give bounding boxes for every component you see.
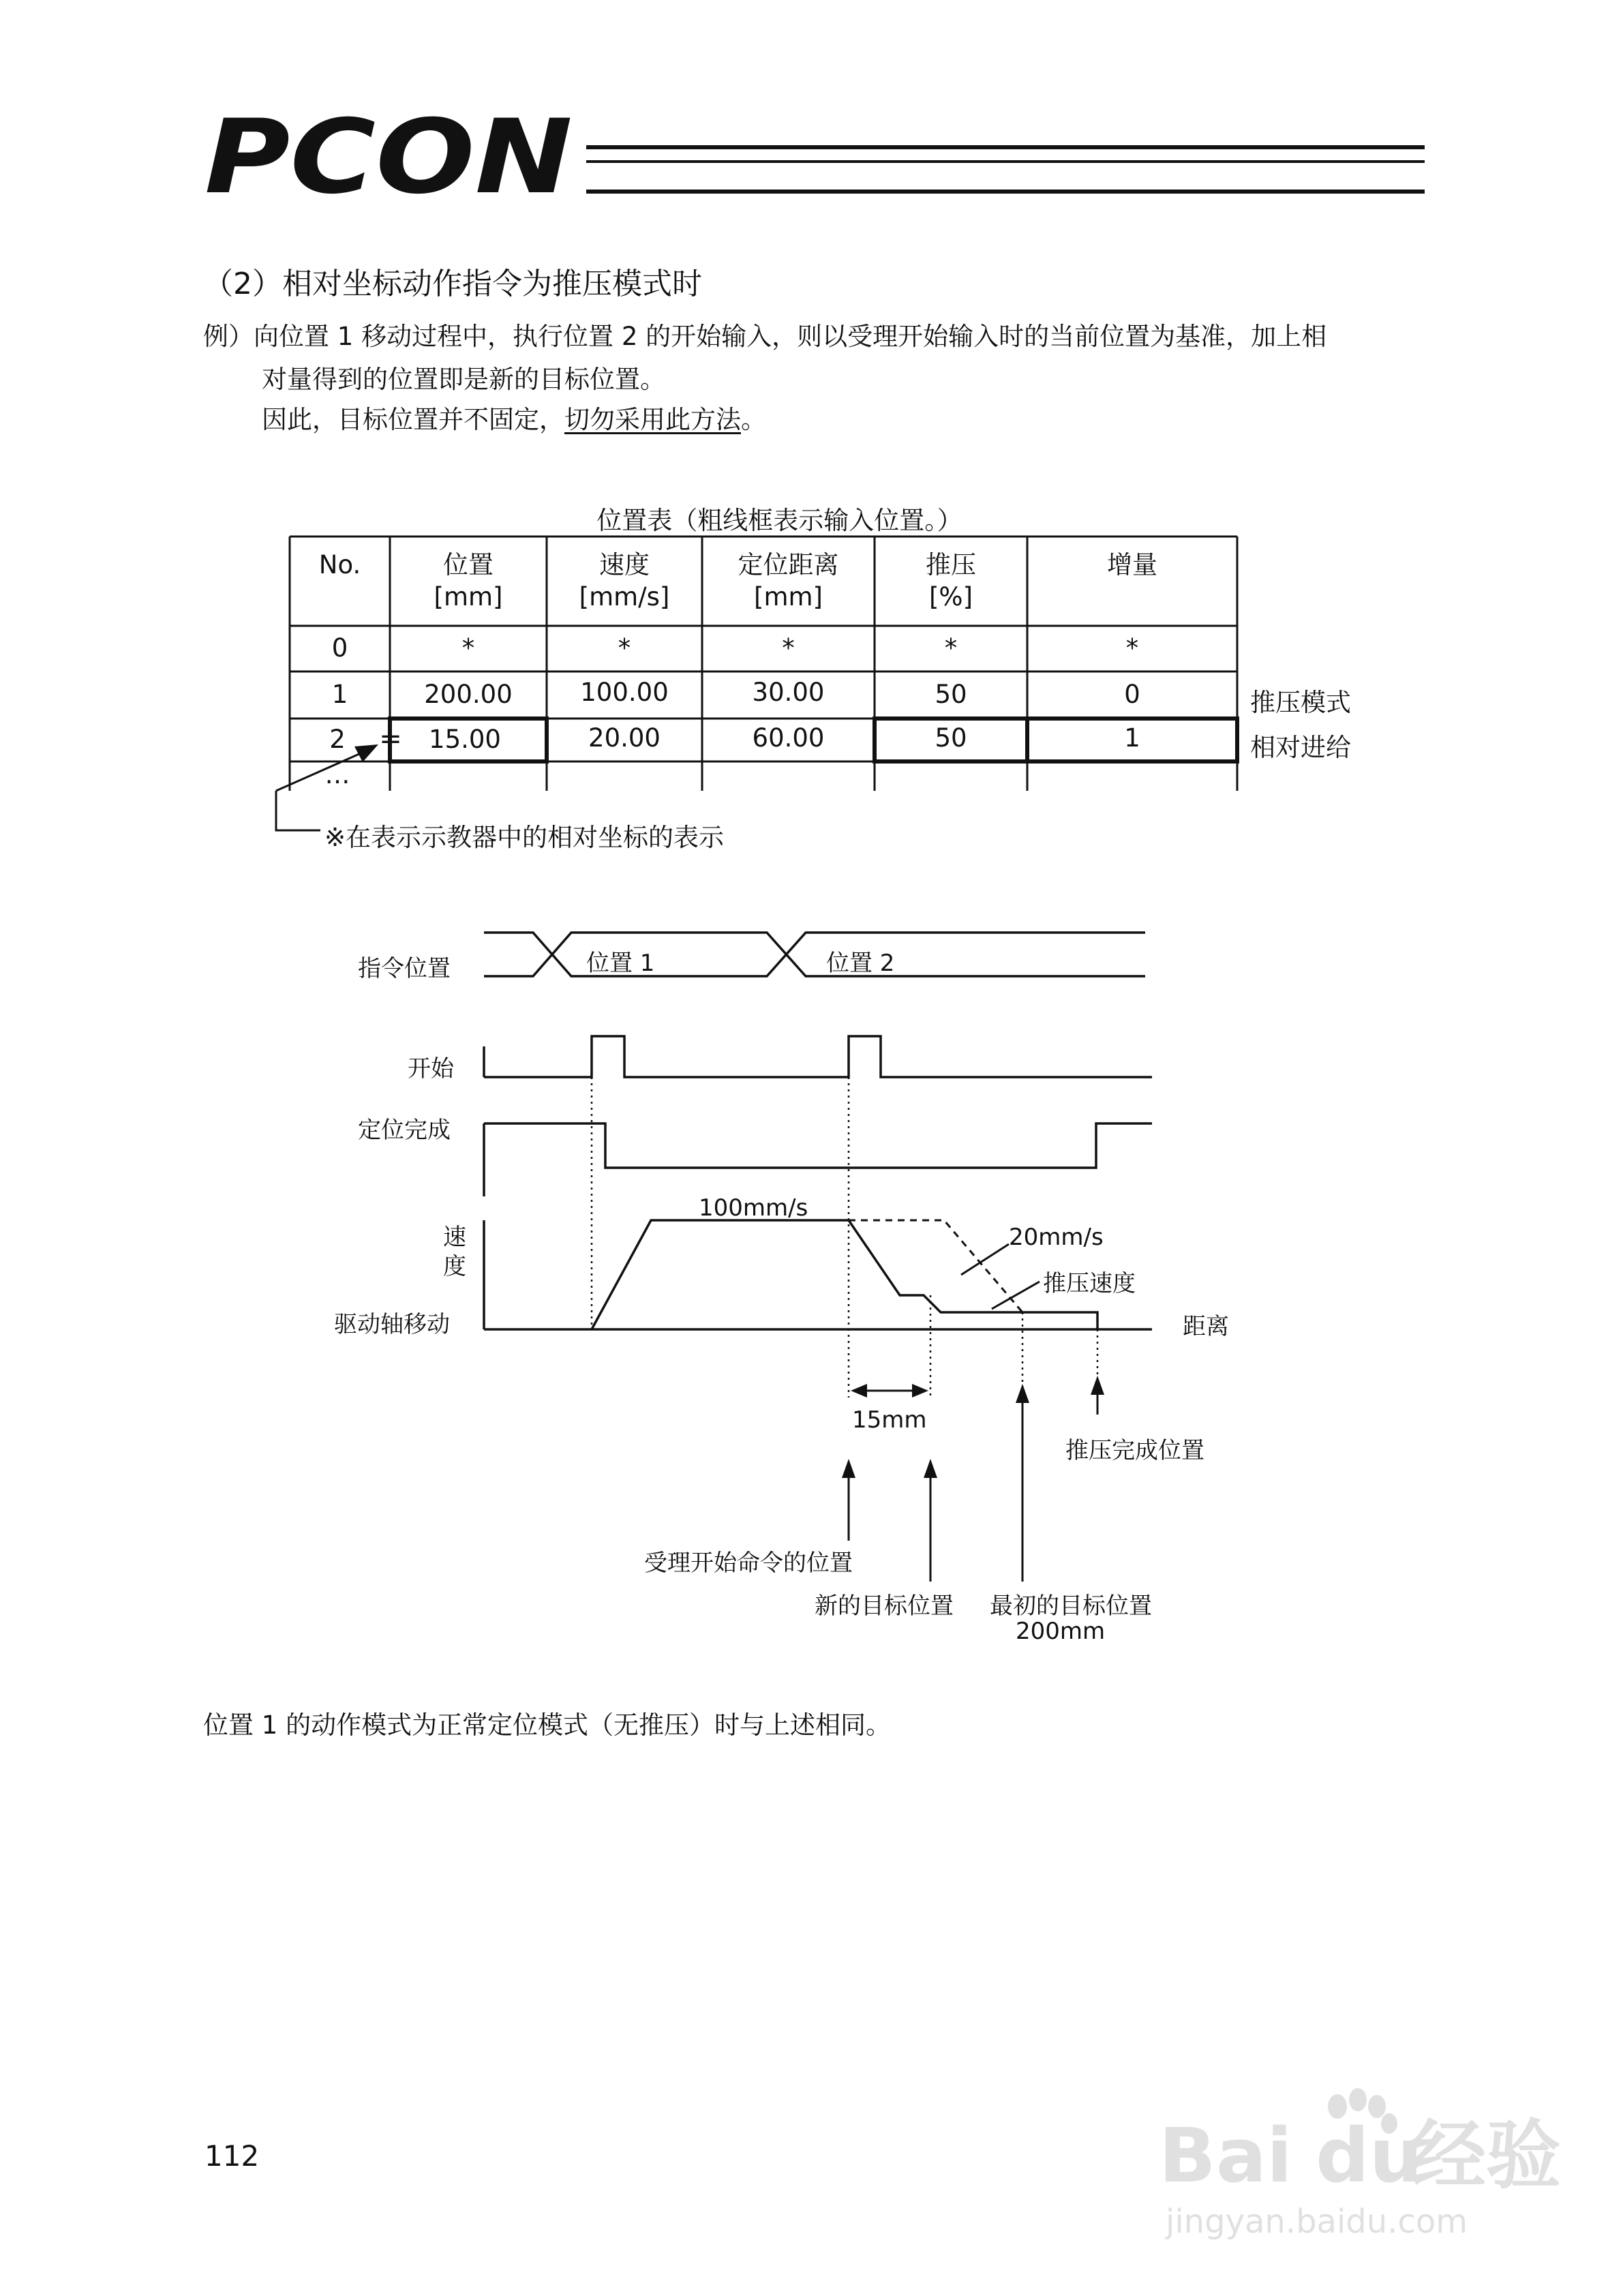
label-15mm: 15mm <box>852 1406 927 1434</box>
example-line-3-suffix: 。 <box>741 405 766 434</box>
example-line-2: 对量得到的位置即是新的目标位置。 <box>262 365 665 394</box>
watermark-url: jingyan.baidu.com <box>1166 2203 1468 2241</box>
row-2-speed: 20.00 <box>588 723 661 753</box>
page-number: 112 <box>204 2139 260 2173</box>
baidu-watermark <box>1159 2086 1561 2250</box>
command-position-bottom <box>484 933 1145 976</box>
row-2-distance: 60.00 <box>752 723 825 753</box>
label-position-1: 位置 1 <box>586 950 655 977</box>
label-push-complete-position: 推压完成位置 <box>1065 1437 1204 1464</box>
label-accept-start-position: 受理开始命令的位置 <box>644 1550 853 1577</box>
label-initial-target-value: 200mm <box>1016 1618 1106 1645</box>
col-header-distance: 定位距离 <box>738 550 839 579</box>
row-0-position: * <box>461 633 475 663</box>
row-1-position: 200.00 <box>424 680 513 709</box>
label-positioning-complete: 定位完成 <box>358 1117 451 1144</box>
label-command-position: 指令位置 <box>358 955 451 982</box>
col-header-position: 位置 <box>443 550 494 579</box>
label-new-target-position: 新的目标位置 <box>815 1592 954 1620</box>
label-speed-100: 100mm/s <box>699 1194 808 1222</box>
col-header-speed: 速度 <box>599 550 650 579</box>
col-header-increment: 增量 <box>1107 550 1157 579</box>
row-2-no: 2 <box>329 725 346 754</box>
row-0-distance: * <box>782 633 795 663</box>
row-1-distance: 30.00 <box>752 678 825 707</box>
command-position-top <box>484 933 1145 976</box>
row-2-increment: 1 <box>1124 723 1140 753</box>
positioning-complete-signal <box>484 1123 1152 1168</box>
row-0-increment: * <box>1125 633 1139 663</box>
table-caption: 位置表（粗线框表示输入位置。） <box>596 506 962 535</box>
section-title: （2）相对坐标动作指令为推压模式时 <box>203 267 702 301</box>
label-speed-20: 20mm/s <box>1009 1224 1104 1251</box>
label-push-speed: 推压速度 <box>1043 1270 1136 1297</box>
label-speed-1: 速 <box>443 1224 466 1251</box>
row-0-no: 0 <box>331 633 348 663</box>
col-header-distance-unit: [mm] <box>754 582 823 611</box>
row-2-position: 15.00 <box>429 725 501 754</box>
row-0-speed: * <box>618 633 631 663</box>
row-0-push: * <box>944 633 958 663</box>
example-line-1: 例）向位置 1 移动过程中，执行位置 2 的开始输入，则以受理开始输入时的当前位置为基准，加上相 <box>203 322 1327 351</box>
label-initial-target-position: 最初的目标位置 <box>990 1592 1152 1620</box>
label-start: 开始 <box>408 1055 454 1083</box>
col-header-push: 推压 <box>926 550 976 579</box>
label-position-2: 位置 2 <box>826 950 895 977</box>
row-1-push: 50 <box>935 680 967 709</box>
table-ellipsis: … <box>324 760 350 789</box>
watermark-brand-cn: 经验 <box>1411 2112 1561 2199</box>
example-line-3-prefix: 因此，目标位置并不固定， <box>262 405 564 434</box>
label-speed-2: 度 <box>443 1253 466 1280</box>
row-1-increment: 0 <box>1124 680 1140 709</box>
col-header-push-unit: [%] <box>928 582 973 611</box>
col-header-no: No. <box>318 550 361 579</box>
table-footnote: ※在表示示教器中的相对坐标的表示 <box>324 823 725 852</box>
col-header-speed-unit: [mm/s] <box>579 582 670 611</box>
watermark-brand: Bai <box>1159 2112 1292 2199</box>
col-header-position-unit: [mm] <box>434 582 503 611</box>
watermark-brand-2: du <box>1316 2112 1423 2199</box>
row-1-no: 1 <box>331 680 348 709</box>
row-1-note: 推压模式 <box>1250 688 1351 717</box>
row-1-speed: 100.00 <box>580 678 669 707</box>
original-speed-profile <box>849 1220 1022 1312</box>
footer-note: 位置 1 的动作模式为正常定位模式（无推压）时与上述相同。 <box>203 1710 892 1740</box>
warning-text: 切勿采用此方法 <box>564 405 741 434</box>
pcon-logo-text: PCON <box>204 98 573 217</box>
label-distance: 距离 <box>1183 1313 1229 1340</box>
relative-coordinate-mark: = <box>379 723 402 755</box>
label-axis-movement: 驱动轴移动 <box>334 1311 450 1338</box>
row-2-push: 50 <box>935 723 967 753</box>
start-signal <box>484 1036 1152 1077</box>
row-2-note: 相对进给 <box>1250 733 1351 762</box>
